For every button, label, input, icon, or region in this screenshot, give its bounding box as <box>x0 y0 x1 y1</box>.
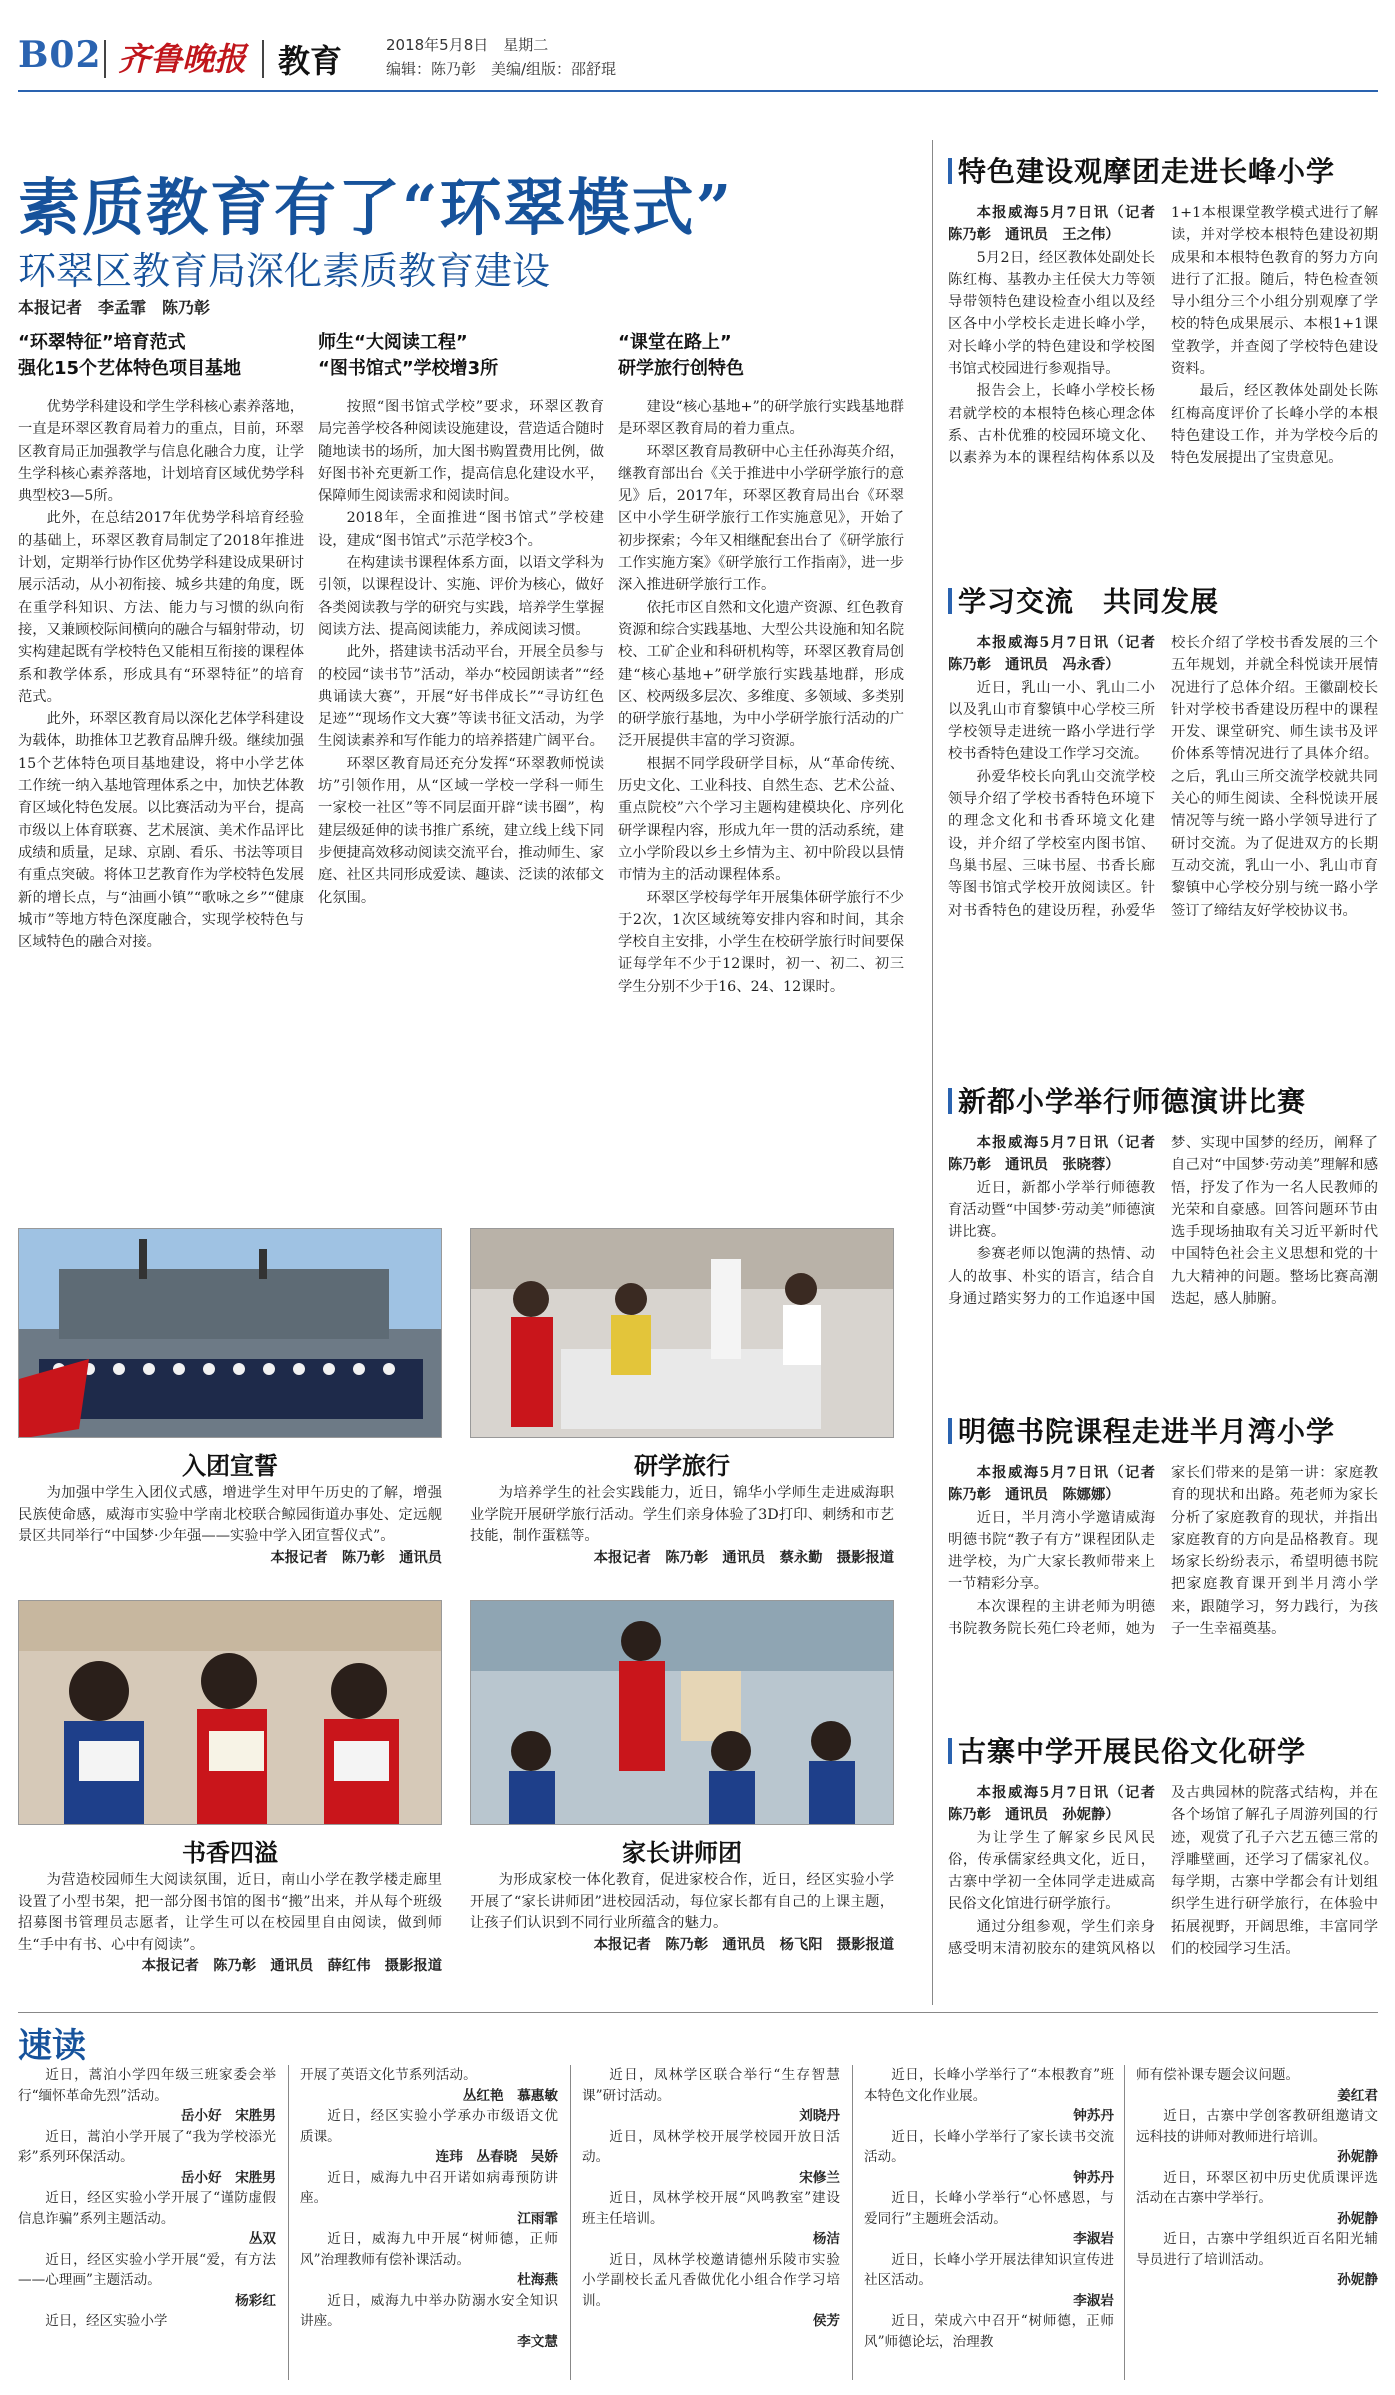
lead-section-3 <box>618 330 904 1220</box>
paragraph: 按照“图书馆式学校”要求，环翠区教育局完善学校各种阅读设施建设，营造适合随时随地读书的场所，加大图书购置费用比例，做好图书补充更新工作，提高信息化建设水平，保障师生阅读需求和阅读时间。 <box>318 399 604 505</box>
headline-marker-icon <box>948 588 952 614</box>
brief-text: 近日，蒿泊小学四年级三班家委会举行“缅怀革命先烈”活动。 <box>18 2067 276 2104</box>
paragraph: 2018年，全面推进“图书馆式”学校建设，建成“图书馆式”示范学校3个。 <box>318 510 604 549</box>
lead-byline: 本报记者 李孟霏 陈乃彰 <box>18 298 211 317</box>
brief-author: 丛双 <box>248 2231 276 2247</box>
brief-author: 杨洁 <box>812 2231 840 2247</box>
paragraph: 优势学科建设和学生学科核心素养落地，一直是环翠区教育局着力的重点，目前，环翠区教育局正加强教学与信息化融合力度，让学生学科核心素养落地，计划培育区域优势学科典型校3—5所。 <box>18 399 304 505</box>
brief-text: 近日，经区实验小学开展“爱，有方法——心理画”主题活动。 <box>18 2251 276 2288</box>
brief-text: 近日，威海九中召开诺如病毒预防讲座。 <box>300 2169 558 2206</box>
photo-title: 家长讲师团 <box>622 1839 742 1867</box>
article-headline <box>948 1410 1378 1450</box>
lead-headline: 素质教育有了“环翠模式” <box>18 171 734 244</box>
photo-credit: 本报记者 陈乃彰 通讯员 蔡永勤 摄影报道 <box>593 1549 894 1566</box>
paragraph: 最后，经区教体处副处长陈红梅高度评价了长峰小学的本根特色建设工作，并为学校今后的特色发展提出了宝贵意见。 <box>1171 383 1378 467</box>
paragraph: 为让学生了解家乡民风民俗，传承儒家经典文化，近日，古寨中学初一全体同学走进威高民俗文化馆进行研学旅行。 <box>948 1829 1155 1913</box>
headline-text: 新都小学举行师德演讲比赛 <box>958 1085 1307 1118</box>
brief-author: 宋修兰 <box>799 2169 840 2186</box>
article-body <box>948 1132 1378 1394</box>
brief-author: 李淑岩 <box>1073 2231 1114 2247</box>
paragraph: 本次课程的主讲老师为明德书院教务院长苑仁玲老师，她为家长们带来的是第一讲：家庭教育的现状和出路。苑老师为家长分析了家庭教育的现状，并指出家庭教育的方向是品格教育。现场家长纷纷表示，希望明德书院把家庭教育课开到半月湾小学来，跟随学习，努力践行，为孩子一生幸福奠基。 <box>948 1465 1378 1638</box>
photo-caption <box>18 1483 442 1593</box>
paragraph: 在构建读书课程体系方面，以语文学科为引领，以课程设计、实施、评价为核心，做好各类阅读教与学的研究与实践，培养学生掌握阅读方法、提高阅读能力，养成阅读习惯。 <box>318 555 604 638</box>
section-body <box>618 396 904 1216</box>
speed-col-4 <box>864 2065 1114 2385</box>
article-headline <box>948 1080 1378 1120</box>
right-article-5 <box>948 1730 1378 2005</box>
photo-study-tour-image <box>471 1229 894 1438</box>
headline-marker-icon <box>948 1418 952 1444</box>
brief-text: 近日，凤林学区联合举行“生存智慧课”研讨活动。 <box>582 2067 840 2104</box>
headline-text: 学习交流 共同发展 <box>958 585 1220 618</box>
lead-section-1 <box>18 330 304 1220</box>
paragraph: 此外，环翠区教育局以深化艺体学科建设为载体，助推体卫艺教育品牌升级。继续加强15个艺体特色项目基地建设，将中小学艺体工作统一纳入基地管理体系之中，加快艺体教育区域化特色发展。以比赛活动为平台，提高市级以上体育联赛、艺术展演、美术作品评比成绩和质量，足球、京剧、看乐、书法等项目有重点突破。将体卫艺教育作为学校特色发展新的增长点，与“油画小镇”“歌咏之乡”“健康城市”等地方特色深度融合，实现学校特色与区域特色的融合对接。 <box>18 711 304 951</box>
speed-rule <box>18 2012 1378 2013</box>
paragraph: 环翠区教育局教研中心主任孙海英介绍，继教育部出台《关于推进中小学研学旅行的意见》后，2017年，环翠区教育局出台《环翠区中小学生研学旅行工作实施意见》，开始了初步探索；今年又相继配套出台了《研学旅行工作实施方案》《研学旅行工作指南》，进一步深入推进研学旅行工作。 <box>618 443 904 594</box>
photo-title: 入团宣誓 <box>182 1452 278 1480</box>
dateline: 本报威海5月7日讯（记者 陈乃彰 通讯员 张晓蓉） <box>948 1135 1170 1174</box>
brief-author: 侯芳 <box>812 2313 840 2329</box>
speed-col-2 <box>300 2065 558 2385</box>
photo-caption <box>18 1870 442 2005</box>
headline-text: 明德书院课程走进半月湾小学 <box>958 1415 1336 1448</box>
speed-read-title: 速读 <box>18 2026 86 2066</box>
paragraph: 依托市区自然和文化遗产资源、红色教育资源和综合实践基地、大型公共设施和知名院校、工矿企业和科研机构等，环翠区教育局创建“核心基地+”研学旅行实践基地群，形成区、校两级多层次、多维度、多领域、多类别的研学旅行基地，为中小学研学旅行活动的广泛开展提供丰富的学习资源。 <box>618 599 904 750</box>
speed-divider <box>570 2065 571 2380</box>
brief-author: 丛红艳 慕惠敏 <box>462 2087 558 2104</box>
photo-caption <box>470 1870 894 2005</box>
photo-parent-lecture-image <box>471 1601 894 1825</box>
photo-credit: 本报记者 陈乃彰 通讯员 <box>270 1549 442 1566</box>
photo-caption <box>470 1483 894 1593</box>
brief-text: 近日，环翠区初中历史优质课评选活动在古寨中学举行。 <box>1136 2169 1378 2206</box>
paragraph: 近日，半月湾小学邀请威海明德书院“教子有方”课程团队走进学校，为广大家长教师带来上一节精彩分享。 <box>948 1509 1155 1593</box>
right-article-3 <box>948 1080 1378 1400</box>
headline-text: 特色建设观摩团走进长峰小学 <box>958 155 1336 188</box>
photo-study-tour <box>470 1228 894 1438</box>
section-body <box>18 396 304 1216</box>
brief-author: 岳小好 宋胜男 <box>180 2108 276 2124</box>
paragraph: 5月2日，经区教体处副处长陈红梅、基教办主任侯大力等领导带领特色建设检查小组以及经区各中小学校长走进长峰小学，对长峰小学的特色建设和学校图书馆式校园进行参观指导。 <box>948 249 1155 378</box>
paragraph: 此外，搭建读书活动平台，开展全员参与的校园“读书节”活动，举办“校园朗读者”“经典诵读大赛”，开展“好书伴成长”“寻访红色足迹”“现场作文大赛”等读书征文活动，为学生阅读素养和写作能力的培养搭建广阔平台。 <box>318 644 604 750</box>
headline-marker-icon <box>948 1738 952 1764</box>
section-name: 教育 <box>278 42 343 80</box>
headline-text: 古寨中学开展民俗文化研学 <box>958 1735 1307 1768</box>
article-headline <box>948 150 1378 190</box>
issue-date: 2018年5月8日 星期二 <box>386 36 549 54</box>
article-body <box>948 1782 1378 2002</box>
photo-credit: 本报记者 陈乃彰 通讯员 薛红伟 摄影报道 <box>141 1958 442 1974</box>
header-divider <box>104 40 106 78</box>
brief-author: 孙妮静 <box>1337 2210 1378 2227</box>
section-subheading: 强化15个艺体特色项目基地 <box>18 358 242 379</box>
speed-divider <box>852 2065 853 2380</box>
speed-col-5 <box>1136 2065 1378 2385</box>
article-body <box>948 202 1378 564</box>
headline-marker-icon <box>948 158 952 184</box>
dateline: 本报威海5月7日讯（记者 陈乃彰 通讯员 孙妮静） <box>948 1785 1170 1824</box>
brief-author: 杜海燕 <box>517 2272 558 2288</box>
header-rule <box>18 90 1378 92</box>
paragraph: 报告会上，长峰小学校长杨君就学校的本根特色核心理念体系、古朴优雅的校园环境文化、以素养为本的课程结构体系以及1+1本根课堂教学模式进行了解读，并对学校本根特色建设初期成果和本根特色教育的努力方向进行了汇报。随后，特色检查领导小组分三个小组分别观摩了学校的特色成果展示、本根1+1课堂教学，并查阅了学校特色建设资料。 <box>948 205 1378 467</box>
photo-parent-lecture <box>470 1600 894 1825</box>
brief-text: 近日，威海九中开展“树师德，正师风”治理教师有偿补课活动。 <box>300 2231 558 2268</box>
speed-divider <box>288 2065 289 2380</box>
brief-author: 姜红君 <box>1337 2087 1378 2104</box>
brief-text: 开展了英语文化节系列活动。 <box>300 2067 477 2083</box>
right-article-4 <box>948 1410 1378 1720</box>
photo-reading <box>18 1600 442 1825</box>
caption-text: 为营造校园师生大阅读氛围，近日，南山小学在教学楼走廊里设置了小型书架，把一部分图书馆的图书“搬”出来，并从每个班级招募图书管理员志愿者，让学生可以在校园里自由阅读，做到师生“手中有书、心中有阅读”。 <box>18 1872 442 1953</box>
paragraph: 环翠区学校每学年开展集体研学旅行不少于2次，1次区域统筹安排内容和时间，其余学校自主安排，小学生在校研学旅行时间要保证每学年不少于12课时，初一、初二、初三学生分别不少于16、24、12课时。 <box>618 889 904 995</box>
section-heading: 师生“大阅读工程” <box>318 332 468 353</box>
paragraph: 环翠区教育局还充分发挥“环翠教师悦读坊”引领作用，从“区域一学校一学科一师生一家校一社区”等不同层面开辟“读书圈”，构建层级延伸的读书推广系统，建立线上线下同步便捷高效移动阅读交流平台，推动师生、家庭、社区共同形成爱读、趣读、泛读的浓郁文化氛围。 <box>318 755 604 906</box>
dateline: 本报威海5月7日讯（记者 陈乃彰 通讯员 陈娜娜） <box>948 1465 1170 1504</box>
headline-marker-icon <box>948 1088 952 1114</box>
brief-author: 刘晓丹 <box>799 2108 840 2124</box>
paragraph: 根据不同学段研学目标，从“革命传统、历史文化、工业科技、自然生态、艺术公益、重点院校”六个学习主题构建模块化、序列化研学课程内容，形成九年一贯的活动系统，建立小学阶段以乡土乡情为主、初中阶段以县情市情为主的活动课程体系。 <box>618 755 904 884</box>
speed-divider <box>1124 2065 1125 2380</box>
speed-col-3 <box>582 2065 840 2385</box>
article-headline <box>948 1730 1378 1770</box>
brief-author: 孙妮静 <box>1337 2149 1378 2165</box>
brief-text: 近日，古寨中学创客教研组邀请文远科技的讲师对教师进行培训。 <box>1136 2108 1378 2145</box>
brief-text: 近日，长峰小学举行了“本根教育”班本特色文化作业展。 <box>864 2067 1114 2104</box>
brief-text: 近日，蒿泊小学开展了“我为学校添光彩”系列环保活动。 <box>18 2128 276 2165</box>
section-heading: “课堂在路上” <box>618 332 732 353</box>
right-article-2 <box>948 580 1378 1070</box>
brief-author: 钟苏丹 <box>1073 2169 1114 2186</box>
right-article-1 <box>948 150 1378 570</box>
paragraph: 近日，新都小学举行师德教育活动暨“中国梦·劳动美”师德演讲比赛。 <box>948 1179 1155 1241</box>
column-divider <box>932 140 933 2005</box>
lead-subheadline: 环翠区教育局深化素质教育建设 <box>18 249 551 293</box>
page-number: B02 <box>18 34 102 76</box>
paragraph: 近日，乳山一小、乳山二小以及乳山市育黎镇中心学校三所学校领导走进统一路小学进行学校书香特色建设工作学习交流。 <box>948 679 1155 763</box>
section-subheading: 研学旅行创特色 <box>618 358 744 379</box>
speed-col-1 <box>18 2065 276 2385</box>
brief-text: 近日，凤林学校开展学校园开放日活动。 <box>582 2128 840 2165</box>
brief-text: 近日，凤林学校邀请德州乐陵市实验小学副校长孟凡香做优化小组合作学习培训。 <box>582 2251 840 2309</box>
brief-text: 近日，经区实验小学 <box>45 2313 168 2329</box>
newspaper-logo: 齐鲁晚报 <box>118 40 247 78</box>
paragraph: 此外，在总结2017年优势学科培育经验的基础上，环翠区教育局制定了2018年推进计划，定期举行协作区优势学科建设成果研讨展示活动，从小初衔接、城乡共建的角度，既在重学科知识、方法、能力与习惯的纵向衔接，又兼顾校际间横向的融合与辐射带动，切实构建起既有学校特色又能相互衔接的课程体系和教学体系，形成具有“环翠特征”的培育范式。 <box>18 510 304 705</box>
dateline: 本报威海5月7日讯（记者 陈乃彰 通讯员 冯永香） <box>948 635 1170 674</box>
section-heading: “环翠特征”培育范式 <box>18 332 186 353</box>
brief-text: 近日，古寨中学组织近百名阳光辅导员进行了培训活动。 <box>1136 2231 1378 2268</box>
header-divider <box>262 40 264 78</box>
brief-text: 近日，威海九中举办防溺水安全知识讲座。 <box>300 2292 558 2329</box>
paragraph: 建设“核心基地+”的研学旅行实践基地群是环翠区教育局的着力重点。 <box>618 399 904 438</box>
brief-author: 江雨霏 <box>517 2210 558 2227</box>
photo-title: 研学旅行 <box>634 1452 730 1480</box>
brief-author: 连玮 丛春晓 吴娇 <box>435 2149 558 2165</box>
photo-credit: 本报记者 陈乃彰 通讯员 杨飞阳 摄影报道 <box>593 1936 894 1953</box>
brief-author: 杨彩红 <box>235 2292 276 2309</box>
brief-text: 近日，长峰小学开展法律知识宣传进社区活动。 <box>864 2251 1114 2288</box>
photo-title: 书香四溢 <box>182 1839 278 1867</box>
lead-section-2 <box>318 330 604 1220</box>
caption-text: 为形成家校一体化教育，促进家校合作，近日，经区实验小学开展了“家长讲师团”进校园活动，每位家长都有自己的上课主题，让孩子们认识到不同行业所蕴含的魅力。 <box>470 1872 894 1931</box>
brief-text: 近日，经区实验小学开展了“谨防虚假信息诈骗”系列主题活动。 <box>18 2190 276 2227</box>
brief-text: 近日，经区实验小学承办市级语文优质课。 <box>300 2108 558 2145</box>
dateline: 本报威海5月7日讯（记者 陈乃彰 通讯员 王之伟） <box>948 205 1170 244</box>
brief-text: 近日，荣成六中召开“树师德，正师风”师德论坛，治理教 <box>864 2313 1114 2350</box>
caption-text: 为培养学生的社会实践能力，近日，锦华小学师生走进威海职业学院开展研学旅行活动。学生们亲身体验了3D打印、刺绣和市艺技能，制作蛋糕等。 <box>470 1485 894 1544</box>
article-headline <box>948 580 1378 620</box>
photo-oath <box>18 1228 442 1438</box>
photo-reading-image <box>19 1601 442 1825</box>
brief-text: 近日，长峰小学举行“心怀感恩，与爱同行”主题班会活动。 <box>864 2190 1114 2227</box>
brief-author: 岳小好 宋胜男 <box>180 2169 276 2186</box>
article-body <box>948 632 1378 1064</box>
brief-text: 师有偿补课专题会议问题。 <box>1136 2067 1300 2083</box>
brief-text: 近日，凤林学校开展“风鸣教室”建设班主任培训。 <box>582 2190 840 2227</box>
brief-text: 近日，长峰小学举行了家长读书交流活动。 <box>864 2128 1114 2165</box>
paragraph: 通过分组参观，学生们亲身感受明末清初胶东的建筑风格以及古典园林的院落式结构，并在各个场馆了解孔子周游列国的行迹，观赏了孔子六艺五德三常的浮雕壁画，还学习了儒家礼仪。每学期，古寨中学都会有计划组织学生进行研学旅行，在体验中拓展视野，开阔思维，丰富同学们的校园学习生活。 <box>948 1785 1378 1958</box>
brief-author: 孙妮静 <box>1337 2272 1378 2288</box>
paragraph: 孙爱华校长向乳山交流学校领导介绍了学校书香特色环境下的理念文化和书香环境文化建设，并介绍了学校室内图书馆、鸟巢书屋、三味书屋、书香长廊等图书馆式学校开放阅读区。针对书香特色的建设历程，孙爱华校长介绍了学校书香发展的三个五年规划，并就全科悦读开展情况进行了总体介绍。王徽副校长针对学校书香建设历程中的课程开发、课堂研究、师生读书及评价体系等情况进行了具体介绍。之后，乳山三所交流学校就共同关心的师生阅读、全科悦读开展情况等与统一路小学领导进行了研讨交流。为了促进双方的长期互动交流，乳山一小、乳山市育黎镇中心学校分别与统一路小学签订了缔结友好学校协议书。 <box>948 635 1378 919</box>
brief-author: 李淑岩 <box>1073 2292 1114 2309</box>
editor-credits: 编辑：陈乃彰 美编/组版：邵舒琨 <box>386 60 617 78</box>
article-body <box>948 1462 1378 1714</box>
caption-text: 为加强中学生入团仪式感，增进学生对甲午历史的了解，增强民族使命感，威海市实验中学南北校联合鲸园街道办事处、定远舰景区共同举行“中国梦·少年强——实验中学入团宣誓仪式”。 <box>18 1485 442 1544</box>
section-subheading: “图书馆式”学校增3所 <box>318 358 499 379</box>
section-body <box>318 396 604 1216</box>
paragraph: 参赛老师以饱满的热情、动人的故事、朴实的语言，结合自身通过踏实努力的工作追逐中国梦、实现中国梦的经历，阐释了自己对“中国梦·劳动美”理解和感悟，抒发了作为一名人民教师的光荣和自豪感。回答问题环节由选手现场抽取有关习近平新时代中国特色社会主义思想和党的十九大精神的问题。整场比赛高潮迭起，感人肺腑。 <box>948 1135 1378 1308</box>
brief-author: 钟苏丹 <box>1073 2108 1114 2124</box>
brief-author: 李文慧 <box>517 2333 558 2350</box>
photo-oath-image <box>19 1229 442 1438</box>
